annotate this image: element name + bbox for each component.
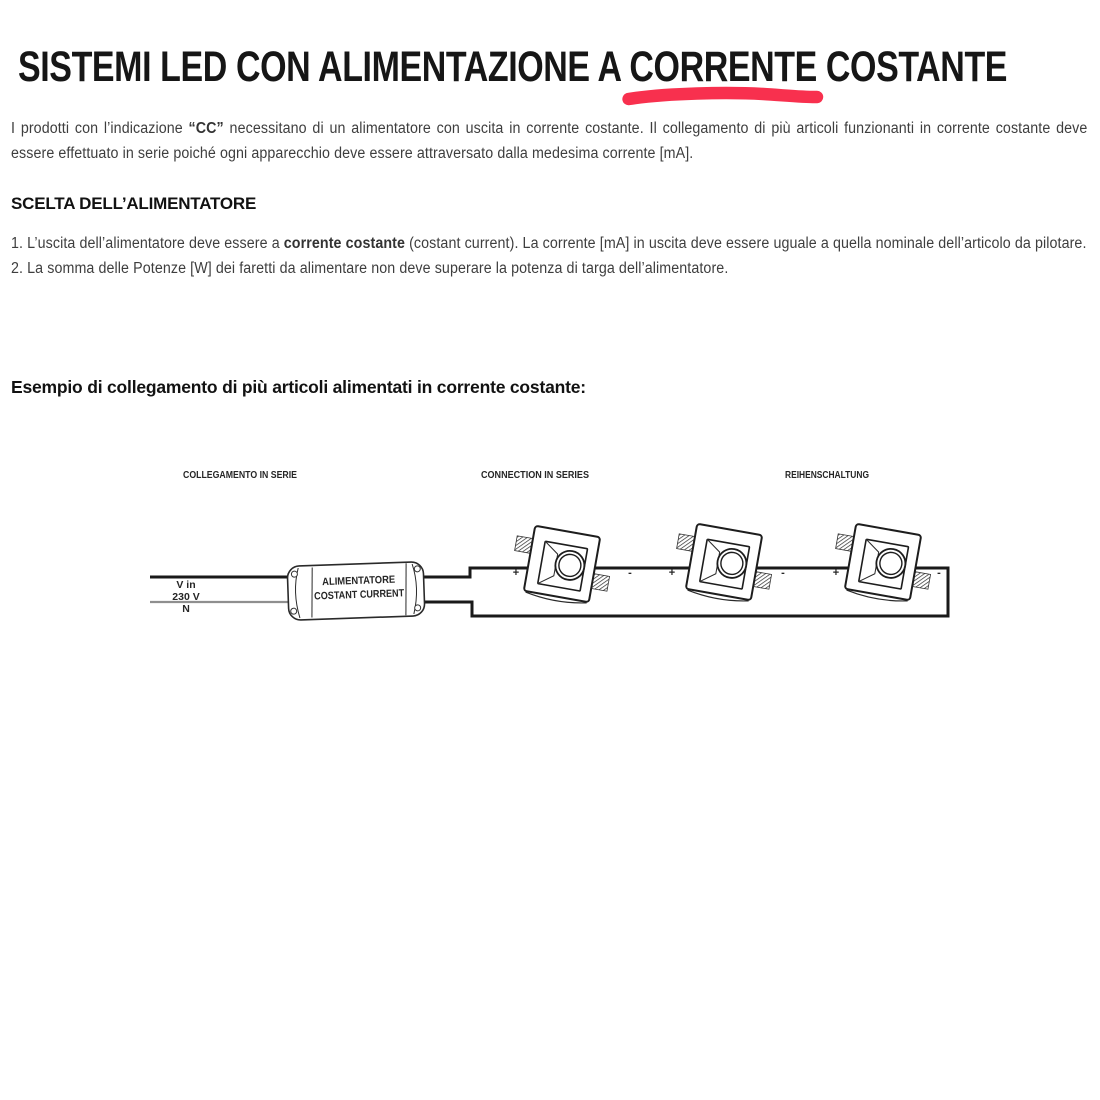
section-heading-scelta: SCELTA DELL’ALIMENTATORE	[11, 194, 257, 213]
intro-after: necessitano di un alimentatore con uscita in corrente costante. Il collegamento di più articoli funzionanti in corrente costante deve essere effettuato in serie poiché ogni apparecchio deve essere attraversato dalla medesima corrente [mA].	[11, 120, 1088, 162]
list-item-1	[11, 231, 1087, 256]
item1-bold: corrente costante	[283, 235, 406, 252]
plus-mark-3: +	[832, 567, 840, 579]
diagram-label-italian: COLLEGAMENTO IN SERIE	[183, 470, 298, 481]
example-heading: Esempio di collegamento di più articoli alimentati in corrente costante:	[11, 377, 586, 397]
intro-text	[11, 116, 1087, 166]
minus-mark-2: -	[781, 567, 785, 579]
item1-before: 1. L’uscita dell’alimentatore deve essere a	[11, 235, 284, 252]
led-spotlight-1	[507, 523, 616, 609]
item1-after: (costant current). La corrente [mA] in uscita deve essere uguale a quella nominale dell’articolo da pilotare.	[405, 235, 1087, 252]
driver-screw-icon	[415, 605, 421, 611]
numbered-list	[11, 231, 1087, 281]
vin-label: V in	[176, 579, 196, 591]
title-highlight-text: CORRENTE	[629, 43, 817, 91]
driver-screw-icon	[414, 566, 420, 572]
title-part2: COSTANTE	[816, 43, 1008, 91]
intro-paragraph	[11, 116, 1087, 166]
red-marker-underline-icon	[622, 86, 824, 106]
plus-mark-1: +	[512, 567, 520, 579]
led-driver-box	[287, 562, 425, 621]
driver-screw-icon	[291, 608, 297, 614]
led-spotlight-2	[669, 521, 778, 607]
driver-label-line1: ALIMENTATORE	[321, 573, 405, 589]
plus-mark-2: +	[668, 567, 676, 579]
minus-mark-1: -	[628, 567, 632, 579]
page-title	[18, 43, 1008, 91]
diagram-label-english: CONNECTION IN SERIES	[481, 470, 590, 481]
minus-mark-3: -	[937, 567, 941, 579]
diagram-label-german: REIHENSCHALTUNG	[785, 470, 870, 481]
driver-screw-icon	[291, 571, 297, 577]
led-spotlight-3	[828, 521, 937, 607]
title-highlight	[629, 43, 817, 91]
intro-before: I prodotti con l’indicazione	[11, 120, 189, 137]
driver-label-line2: COSTANT CURRENT	[313, 586, 419, 603]
wiring-diagram	[0, 440, 1100, 700]
voltage-label: 230 V	[172, 591, 200, 603]
title-part1: SISTEMI LED CON ALIMENTAZIONE A	[18, 43, 630, 91]
neutral-label: N	[182, 603, 190, 615]
intro-cc-bold: “CC”	[188, 120, 224, 137]
list-item-2: 2. La somma delle Potenze [W] dei faretti da alimentare non deve superare la potenza di targa dell’alimentatore.	[11, 260, 729, 277]
